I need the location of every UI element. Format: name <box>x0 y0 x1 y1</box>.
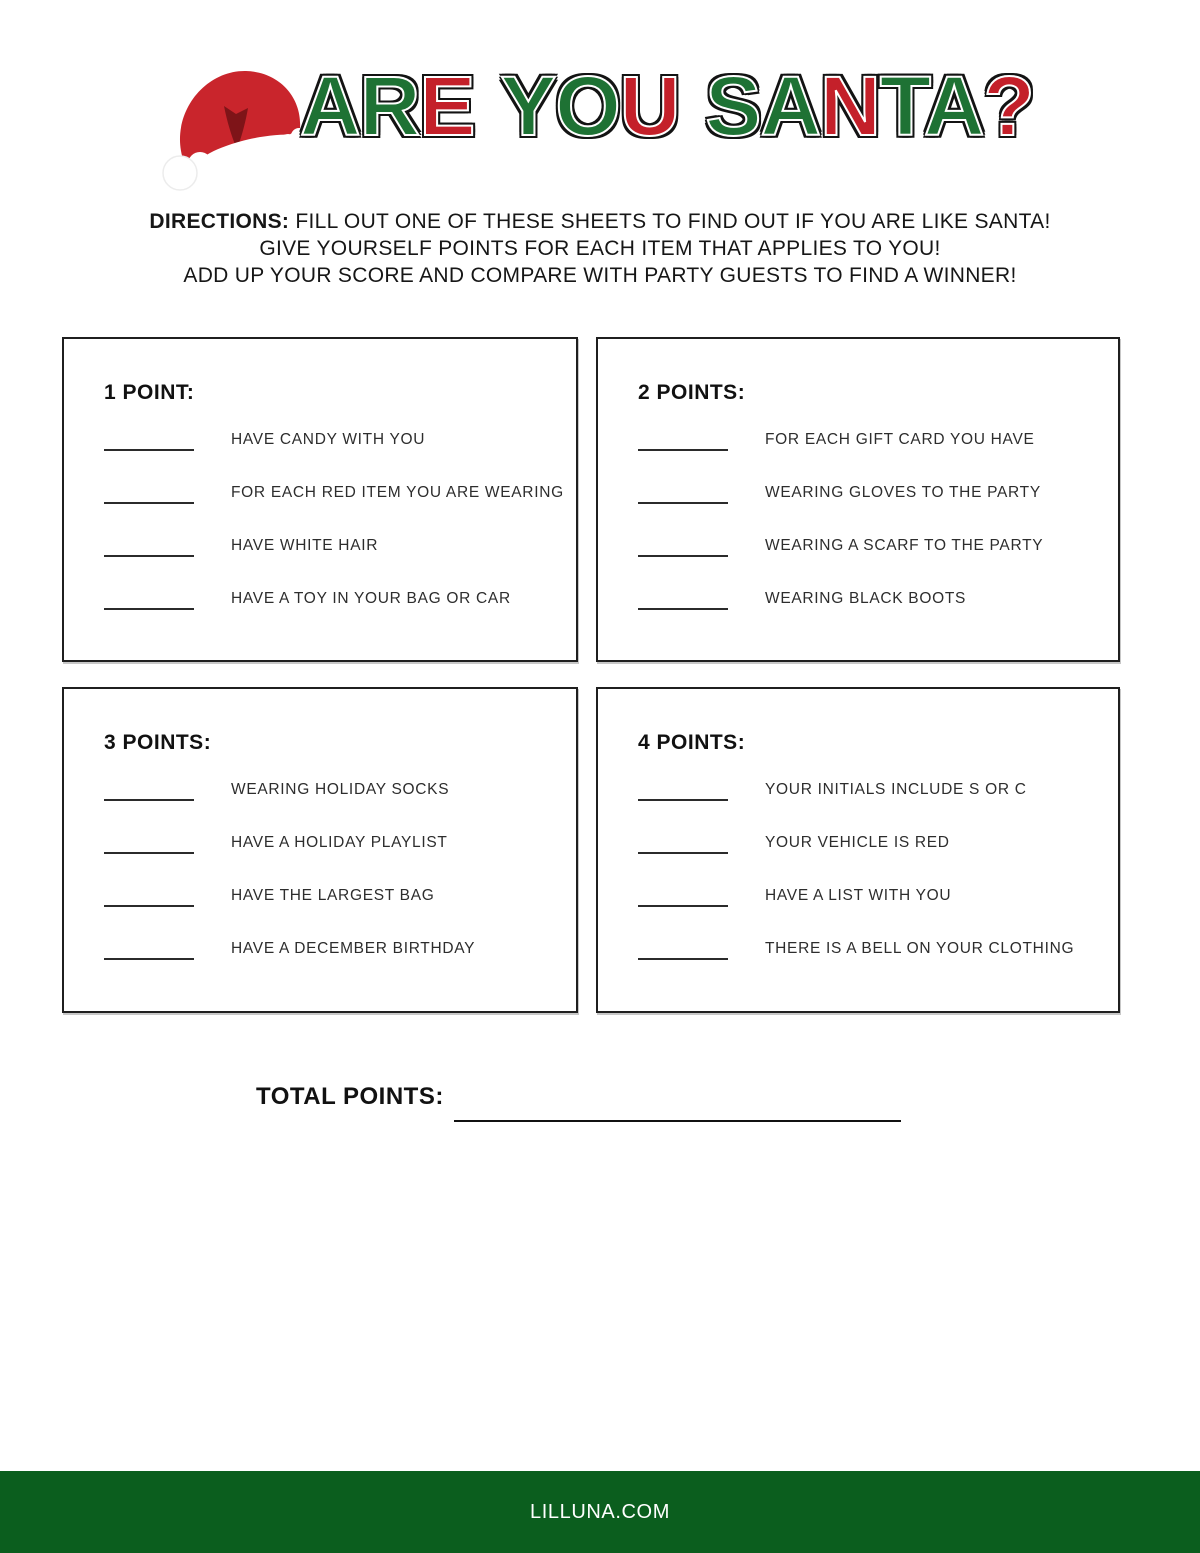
score-blank-line <box>638 480 728 504</box>
score-blank-line <box>638 936 728 960</box>
santa-hat-icon <box>160 56 310 196</box>
score-blank-line <box>104 533 194 557</box>
score-item <box>104 425 566 451</box>
points-box-1 <box>62 337 578 662</box>
score-blank-line <box>104 586 194 610</box>
score-blank-line <box>104 830 194 854</box>
score-blank-line <box>638 777 728 801</box>
score-item <box>104 881 566 907</box>
score-item-label: HAVE CANDY WITH YOU <box>231 431 426 448</box>
score-item-label: HAVE A HOLIDAY PLAYLIST <box>231 834 448 851</box>
score-item <box>638 881 1108 907</box>
score-item <box>638 828 1108 854</box>
points-box-4 <box>596 687 1120 1013</box>
score-blank-line <box>104 936 194 960</box>
score-item-label: WEARING BLACK BOOTS <box>765 590 967 607</box>
page-title: ARE YOU SANTA? <box>300 59 1034 153</box>
score-item <box>638 531 1108 557</box>
score-item <box>104 828 566 854</box>
score-blank-line <box>638 586 728 610</box>
score-blank-line <box>104 427 194 451</box>
total-points-label: TOTAL POINTS: <box>256 1083 444 1110</box>
score-item <box>104 934 566 960</box>
score-item-label: HAVE A DECEMBER BIRTHDAY <box>231 940 476 957</box>
score-blank-line <box>638 427 728 451</box>
score-blank-line <box>638 830 728 854</box>
score-item <box>638 425 1108 451</box>
directions-line-3: ADD UP YOUR SCORE AND COMPARE WITH PARTY GUESTS TO FIND A WINNER! <box>183 264 1017 287</box>
points-box-4-heading: 4 POINTS: <box>638 731 746 754</box>
score-blank-line <box>638 883 728 907</box>
score-item-label: WEARING GLOVES TO THE PARTY <box>765 484 1041 501</box>
score-item-label: THERE IS A BELL ON YOUR CLOTHING <box>765 940 1075 957</box>
score-item-label: YOUR INITIALS INCLUDE S OR C <box>765 781 1027 798</box>
score-item <box>638 775 1108 801</box>
score-blank-line <box>638 533 728 557</box>
score-item <box>104 478 566 504</box>
directions-line-1: DIRECTIONS: FILL OUT ONE OF THESE SHEETS TO FIND OUT IF YOU ARE LIKE SANTA! <box>149 210 1051 233</box>
score-item-label: FOR EACH GIFT CARD YOU HAVE <box>765 431 1035 448</box>
points-box-2 <box>596 337 1120 662</box>
score-item-label: HAVE A TOY IN YOUR BAG OR CAR <box>231 590 511 607</box>
score-item-label: YOUR VEHICLE IS RED <box>765 834 950 851</box>
score-item <box>638 584 1108 610</box>
score-item-label: HAVE WHITE HAIR <box>231 537 379 554</box>
score-item-label: WEARING A SCARF TO THE PARTY <box>765 537 1044 554</box>
score-blank-line <box>104 883 194 907</box>
score-item <box>104 584 566 610</box>
score-blank-line <box>104 777 194 801</box>
score-item <box>104 531 566 557</box>
points-box-3 <box>62 687 578 1013</box>
score-item <box>638 478 1108 504</box>
score-item <box>104 775 566 801</box>
score-item-label: FOR EACH RED ITEM YOU ARE WEARING <box>231 484 564 501</box>
points-box-1-heading: 1 POINT: <box>104 381 195 404</box>
footer <box>0 1471 1200 1553</box>
total-points-blank-line <box>454 1120 901 1122</box>
score-item-label: HAVE A LIST WITH YOU <box>765 887 952 904</box>
score-item-label: WEARING HOLIDAY SOCKS <box>231 781 450 798</box>
directions-label: DIRECTIONS: <box>149 210 290 233</box>
directions-line-2: GIVE YOURSELF POINTS FOR EACH ITEM THAT APPLIES TO YOU! <box>259 237 941 260</box>
score-item-label: HAVE THE LARGEST BAG <box>231 887 435 904</box>
points-box-3-heading: 3 POINTS: <box>104 731 212 754</box>
points-box-2-heading: 2 POINTS: <box>638 381 746 404</box>
directions <box>0 208 1200 289</box>
score-item <box>638 934 1108 960</box>
score-blank-line <box>104 480 194 504</box>
footer-site-text: LILLUNA.COM <box>530 1500 670 1523</box>
